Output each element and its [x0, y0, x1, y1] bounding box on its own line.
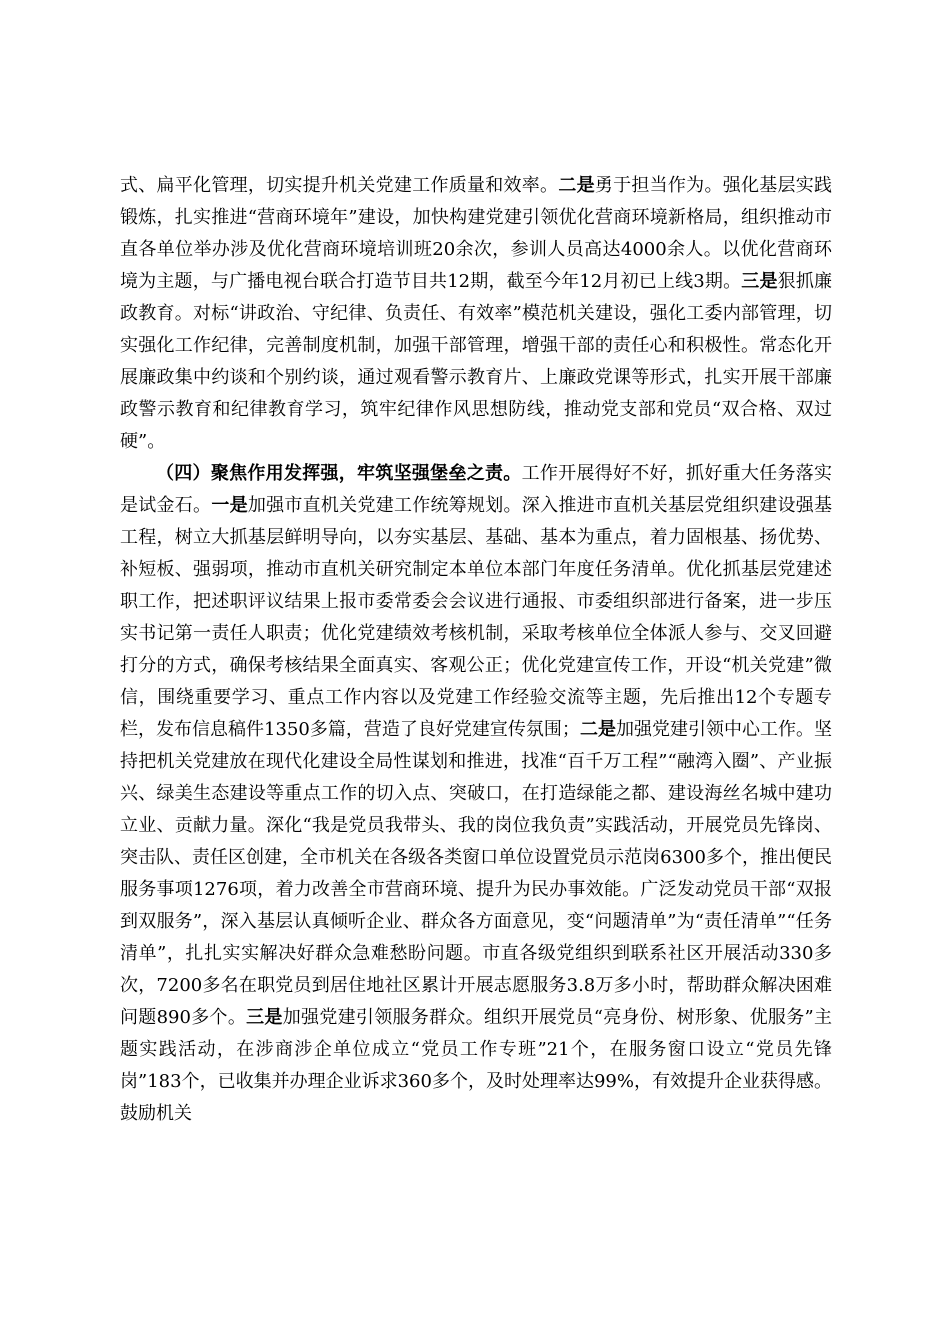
text-segment: 勇于担当作为。强化基层实践锻炼，扎实推进“营商环境年”建设，加快构建党建引领优化营商环境新格局，组织推动市直各单位举办涉及优化营商环境培训班20余次，参训人员高达4000余人。以优化营商环境为主题，与广播电视台联合打造节目共12期，截至今年12月初已上线3期。: [120, 175, 833, 292]
bold-lead-3: 三是: [246, 1007, 283, 1028]
bold-lead-1: 一是: [211, 495, 248, 516]
section-heading: （四）聚焦作用发挥强，牢筑坚强堡垒之责。: [156, 463, 522, 484]
text-segment: 加强党建引领服务群众。组织开展党员“亮身份、树形象、优服务”主题实践活动，在涉商涉企单位成立“党员工作专班”21个，在服务窗口设立“党员先锋岗”183个，已收集并办理企业诉求360多个，及时处理率达99%，有效提升企业获得感。鼓励机关: [120, 1007, 833, 1124]
document-body: [120, 170, 832, 1130]
text-segment: 式、扁平化管理，切实提升机关党建工作质量和效率。: [120, 175, 559, 196]
text-segment: 加强市直机关党建工作统筹规划。深入推进市直机关基层党组织建设强基工程，树立大抓基层鲜明导向，以夯实基层、基础、基本为重点，着力固根基、扬优势、补短板、强弱项，推动市直机关研究制定本单位本部门年度任务清单。优化抓基层党建述职工作，把述职评议结果上报市委常委会会议进行通报、市委组织部进行备案，进一步压实书记第一责任人职责；优化党建绩效考核机制，采取考核单位全体派人参与、交叉回避打分的方式，确保考核结果全面真实、客观公正；优化党建宣传工作，开设“机关党建”微信，围绕重要学习、重点工作内容以及党建工作经验交流等主题，先后推出12个专题专栏，发布信息稿件1350多篇，营造了良好党建宣传氛围；: [120, 495, 833, 740]
text-segment: 加强党建引领中心工作。坚持把机关党建放在现代化建设全局性谋划和推进，找准“百千万工程”“融湾入圈”、产业振兴、绿美生态建设等重点工作的切入点、突破口，在打造绿能之都、建设海丝名城中建功立业、贡献力量。深化“我是党员我带头、我的岗位我负责”实践活动，开展党员先锋岗、突击队、责任区创建，全市机关在各级各类窗口单位设置党员示范岗6300多个，推出便民服务事项1276项，着力改善全市营商环境、提升为民办事效能。广泛发动党员干部“双报到双服务”，深入基层认真倾听企业、群众各方面意见，变“问题清单”为“责任清单”“任务清单”，扎扎实实解决好群众急难愁盼问题。市直各级党组织到联系社区开展活动330多次，7200多名在职党员到居住地社区累计开展志愿服务3.8万多小时，帮助群众解决困难问题890多个。: [120, 719, 833, 1028]
text-segment: 工作开展得好不好，抓好重大任务落实是试金石。: [120, 463, 833, 516]
paragraph-2: [120, 458, 832, 1130]
text-segment: 狠抓廉政教育。对标“讲政治、守纪律、负责任、有效率”模范机关建设，强化工委内部管理，切实强化工作纪律，完善制度机制，加强干部管理，增强干部的责任心和积极性。常态化开展廉政集中约谈和个别约谈，通过观看警示教育片、上廉政党课等形式，扎实开展干部廉政警示教育和纪律教育学习，筑牢纪律作风思想防线，推动党支部和党员“双合格、双过硬”。: [120, 271, 833, 452]
bold-lead-3: 三是: [741, 271, 778, 292]
bold-lead-2: 二是: [558, 175, 595, 196]
paragraph-1: [120, 170, 832, 458]
bold-lead-2: 二是: [579, 719, 616, 740]
